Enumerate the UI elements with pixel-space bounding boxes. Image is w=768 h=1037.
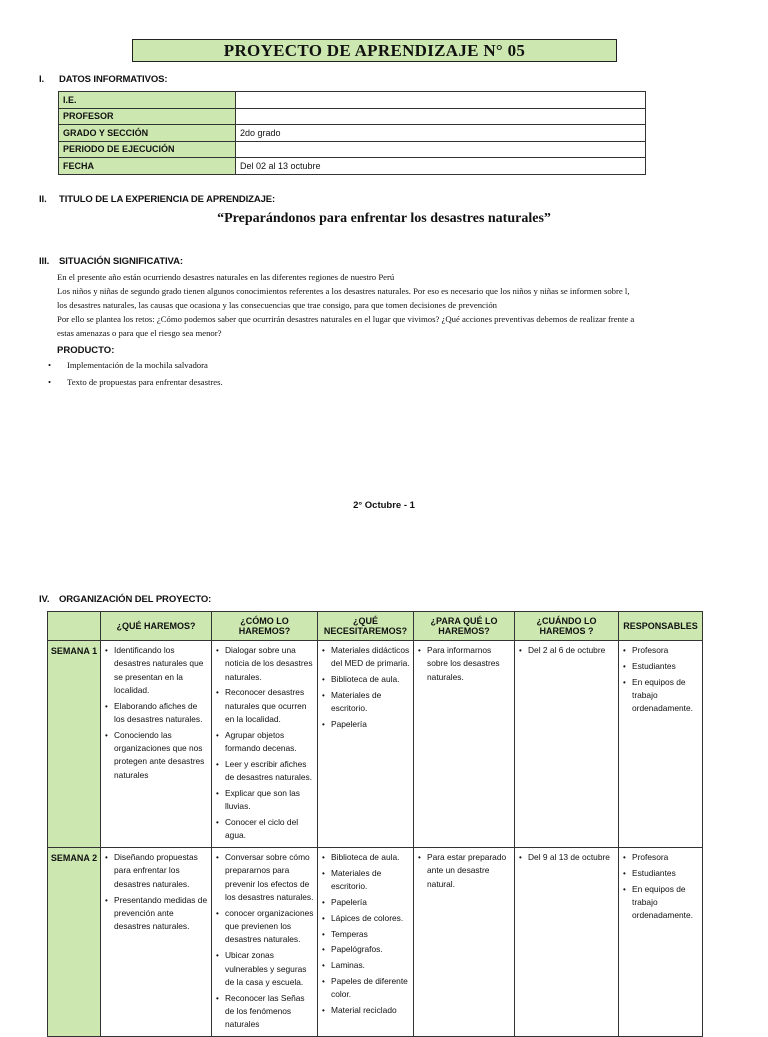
org-list-item-text: En equipos de trabajo ordenadamente. [632, 676, 693, 714]
org-cell-cuando [515, 641, 619, 848]
org-list-item-text: Conocer el ciclo del agua. [225, 817, 299, 841]
experience-title: “Preparándonos para enfrentar los desastres naturales” [217, 211, 551, 226]
org-cell-list [416, 851, 512, 891]
info-row [59, 92, 646, 109]
org-list-item-text: Para informarnos sobre los desastres naturales. [427, 645, 500, 682]
org-list-item [621, 851, 700, 864]
bullet-icon: • [216, 951, 219, 961]
org-cell-list [214, 851, 315, 1031]
org-list-item [320, 644, 411, 671]
org-cell-responsables [619, 848, 703, 1037]
bullet-icon: • [322, 868, 325, 878]
bullet-icon: • [322, 853, 325, 863]
org-cell-necesitaremos [318, 848, 414, 1037]
org-list-item-text: Agrupar objetos formando decenas. [225, 729, 297, 754]
bullet-icon: • [322, 690, 325, 700]
org-list-item [214, 949, 315, 989]
week-label: SEMANA 2 [48, 848, 101, 1037]
producto-item-text: Texto de propuestas para enfrentar desastres. [67, 377, 223, 387]
section-heading-titulo [39, 194, 275, 205]
info-label: I.E. [59, 92, 236, 109]
bullet-icon: • [216, 788, 219, 798]
section-label: SITUACIÓN SIGNIFICATIVA: [59, 256, 183, 267]
org-cell-list [517, 851, 616, 864]
info-row [59, 125, 646, 142]
org-header [48, 612, 101, 641]
bullet-icon: • [105, 730, 108, 740]
org-list-item-text: Diseñando propuestas para enfrentar los desastres naturales. [114, 852, 198, 889]
bullet-icon: • [216, 688, 219, 698]
org-cell-list [320, 644, 411, 731]
situation-paragraph [57, 270, 737, 340]
org-list-item [320, 943, 411, 956]
bullet-icon: • [623, 868, 626, 878]
org-list-item-text: Biblioteca de aula. [331, 852, 400, 863]
org-list-item [214, 644, 315, 684]
bullet-icon: • [216, 993, 219, 1003]
section-label: ORGANIZACIÓN DEL PROYECTO: [59, 594, 212, 605]
org-list-item-text: Lápices de colores. [331, 912, 404, 923]
org-cell-como [212, 641, 318, 848]
org-list-item-text: Del 9 al 13 de octubre [528, 852, 610, 863]
org-list-item-text: Materiales didácticos del MED de primaria. [331, 645, 410, 669]
bullet-icon: • [322, 675, 325, 685]
org-header: ¿CÓMO LO HAREMOS? [212, 612, 318, 641]
org-cell-list [621, 644, 700, 715]
org-cell-que [101, 848, 212, 1037]
org-list-item-text: Papelería [331, 897, 367, 908]
org-list-item-text: Para estar preparado ante un desastre natural. [427, 852, 507, 889]
section-label: DATOS INFORMATIVOS: [59, 74, 168, 85]
org-week-row [48, 641, 703, 848]
section-heading-organizacion [39, 594, 211, 605]
bullet-icon: • [105, 853, 108, 863]
org-list-item-text: Dialogar sobre una noticia de los desastres naturales. [225, 645, 313, 682]
info-row [59, 108, 646, 125]
bullet-icon: • [322, 1006, 325, 1016]
org-cell-list [416, 644, 512, 684]
bullet-icon: • [216, 730, 219, 740]
org-cell-list [103, 851, 209, 933]
producto-item-text: Implementación de la mochila salvadora [67, 360, 208, 370]
org-list-item-text: Conociendo las organizaciones que nos protegen ante desastres naturales [114, 729, 205, 780]
bullet-icon: • [623, 853, 626, 863]
org-cell-para-que [414, 848, 515, 1037]
org-list-item [320, 959, 411, 972]
info-value [236, 92, 646, 109]
org-list-item-text: Leer y escribir afiches de desastres naturales. [225, 758, 313, 783]
org-cell-list [517, 644, 616, 657]
bullet-icon: • [519, 853, 522, 863]
situation-line: En el presente año están ocurriendo desastres naturales en las diferentes regiones de nuestro Perú [57, 272, 395, 282]
org-list-item-text: Elaborando afiches de los desastres naturales. [114, 700, 203, 724]
bullet-icon: • [105, 646, 108, 655]
org-list-item-text: Identificando los desastres naturales que se presentan en la localidad. [114, 645, 204, 695]
situation-line: Por ello se plantea los retos: ¿Cómo podemos saber que ocurrirán desastres naturales en el lugar que vivimos? ¿Qué acciones preventivas debemos de realizar frente a [57, 314, 635, 324]
bullet-icon: • [216, 759, 219, 769]
producto-item [46, 360, 223, 377]
org-cell-necesitaremos [318, 641, 414, 848]
org-list-item-text: En equipos de trabajo ordenadamente. [632, 883, 693, 921]
org-cell-cuando [515, 848, 619, 1037]
section-heading-situacion [39, 256, 183, 267]
org-header: ¿QUÉ NECESITAREMOS? [318, 612, 414, 641]
org-list-item [621, 644, 700, 657]
org-cell-list [214, 644, 315, 843]
info-label: PROFESOR [59, 108, 236, 125]
section-label: TITULO DE LA EXPERIENCIA DE APRENDIZAJE: [59, 194, 276, 205]
org-list-item [214, 907, 315, 947]
org-list-item-text: Explicar que son las lluvias. [225, 787, 300, 812]
org-list-item [621, 883, 700, 923]
org-list-item-text: Papelería [331, 718, 367, 729]
info-row [59, 141, 646, 158]
org-list-item [320, 975, 411, 1002]
bullet-icon: • [322, 646, 325, 655]
org-list-item [103, 851, 209, 891]
bullet-icon: • [322, 913, 325, 923]
org-list-item [214, 729, 315, 756]
info-label: PERIODO DE EJECUCIÓN [59, 141, 236, 158]
org-list-item [621, 676, 700, 716]
producto-label: PRODUCTO: [57, 345, 115, 356]
organizacion-table [47, 611, 703, 1037]
section-number: I. [39, 74, 45, 85]
bullet-icon: • [216, 908, 219, 918]
org-list-item [320, 718, 411, 731]
org-list-item-text: Material reciclado [331, 1005, 397, 1016]
datos-informativos-table [58, 91, 646, 175]
org-list-item-text: Reconocer las Señas de los fenómenos naturales [225, 992, 305, 1030]
section-number: IV. [39, 594, 50, 605]
org-list-item [214, 787, 315, 814]
info-label: FECHA [59, 158, 236, 175]
bullet-icon: • [216, 646, 219, 655]
org-list-item-text: Profesora [632, 852, 669, 863]
org-week-row [48, 848, 703, 1037]
bullet-icon: • [105, 701, 108, 711]
bullet-icon: • [623, 677, 626, 687]
org-list-item [103, 700, 209, 727]
info-value [236, 141, 646, 158]
org-list-item [621, 867, 700, 880]
org-list-item [320, 851, 411, 864]
bullet-icon: • [216, 853, 219, 863]
org-header: ¿CUÁNDO LO HAREMOS ? [515, 612, 619, 641]
org-header: RESPONSABLES [619, 612, 703, 641]
situation-line: los desastres naturales, las causas que ocasiona y las consecuencias que trae consigo, para que tomen decisiones de prevención [57, 300, 498, 310]
org-header: ¿PARA QUÉ LO HAREMOS? [414, 612, 515, 641]
org-list-item [320, 867, 411, 894]
org-list-item [214, 992, 315, 1032]
org-list-item-text: Materiales de escritorio. [331, 689, 382, 714]
bullet-icon: • [48, 377, 52, 387]
org-list-item [416, 851, 512, 891]
org-list-item-text: Del 2 al 6 de octubre [528, 645, 606, 655]
org-list-item [103, 644, 209, 697]
bullet-icon: • [623, 884, 626, 894]
org-cell-list [621, 851, 700, 922]
org-list-item [103, 729, 209, 782]
org-cell-que [101, 641, 212, 848]
org-cell-list [103, 644, 209, 782]
org-list-item-text: Reconocer desastres naturales que ocurren en la localidad. [225, 687, 307, 724]
project-title: PROYECTO DE APRENDIZAJE N° 05 [132, 39, 617, 62]
situation-line: Los niños y niñas de segundo grado tienen algunos conocimientos referentes a los desastres naturales. Por eso es necesario que los niños y niñas se informen sobre l, [57, 286, 630, 296]
org-list-item [320, 1004, 411, 1017]
org-list-item-text: Ubicar zonas vulnerables y seguras de la casa y escuela. [225, 950, 307, 987]
bullet-icon: • [216, 818, 219, 828]
org-list-item-text: Estudiantes [632, 660, 676, 671]
bullet-icon: • [623, 646, 626, 655]
org-list-item-text: conocer organizaciones que previenen los desastres naturales. [225, 907, 314, 945]
org-list-item [214, 758, 315, 785]
section-number: III. [39, 256, 50, 267]
bullet-icon: • [418, 853, 421, 863]
org-list-item [103, 894, 209, 934]
org-cell-como [212, 848, 318, 1037]
org-list-item [517, 851, 616, 864]
info-value [236, 108, 646, 125]
bullet-icon: • [48, 360, 52, 370]
bullet-icon: • [322, 945, 325, 955]
org-list-item-text: Temperas [331, 928, 368, 939]
page-mark: 2° Octubre - 1 [353, 500, 415, 511]
bullet-icon: • [322, 961, 325, 971]
bullet-icon: • [105, 895, 108, 905]
org-list-item-text: Profesora [632, 645, 669, 655]
org-list-item-text: Materiales de escritorio. [331, 867, 382, 892]
org-list-item-text: Biblioteca de aula. [331, 674, 400, 685]
bullet-icon: • [322, 929, 325, 939]
org-list-item [320, 896, 411, 909]
org-list-item-text: Conversar sobre cómo prepararnos para prevenir los efectos de los desastres naturales. [225, 852, 314, 903]
org-list-item [214, 816, 315, 843]
org-list-item [517, 644, 616, 657]
info-row [59, 158, 646, 175]
org-cell-para-que [414, 641, 515, 848]
org-list-item-text: Papeles de diferente color. [331, 976, 408, 1000]
org-list-item [320, 912, 411, 925]
bullet-icon: • [322, 898, 325, 908]
org-list-item [214, 851, 315, 904]
bullet-icon: • [322, 977, 325, 987]
situation-line: estas amenazas o para que el riesgo sea menor? [57, 328, 222, 338]
org-list-item [416, 644, 512, 684]
info-label: GRADO Y SECCIÓN [59, 125, 236, 142]
org-cell-responsables [619, 641, 703, 848]
info-value: Del 02 al 13 octubre [236, 158, 646, 175]
org-list-item [320, 928, 411, 941]
bullet-icon: • [623, 661, 626, 671]
org-list-item [320, 689, 411, 716]
producto-item [46, 377, 223, 394]
section-number: II. [39, 194, 47, 205]
producto-list [46, 360, 223, 394]
org-list-item-text: Laminas. [331, 960, 365, 971]
week-label: SEMANA 1 [48, 641, 101, 848]
org-cell-list [320, 851, 411, 1017]
org-list-item-text: Estudiantes [632, 867, 676, 878]
org-list-item [214, 686, 315, 726]
org-list-item-text: Presentando medidas de prevención ante desastres naturales. [114, 894, 208, 932]
org-list-item [320, 673, 411, 686]
section-heading-datos [39, 74, 167, 85]
org-list-item [621, 660, 700, 673]
org-header: ¿QUÉ HAREMOS? [101, 612, 212, 641]
bullet-icon: • [519, 646, 522, 655]
bullet-icon: • [322, 719, 325, 729]
info-value: 2do grado [236, 125, 646, 142]
bullet-icon: • [418, 646, 421, 655]
org-list-item-text: Papelógrafos. [331, 944, 383, 955]
